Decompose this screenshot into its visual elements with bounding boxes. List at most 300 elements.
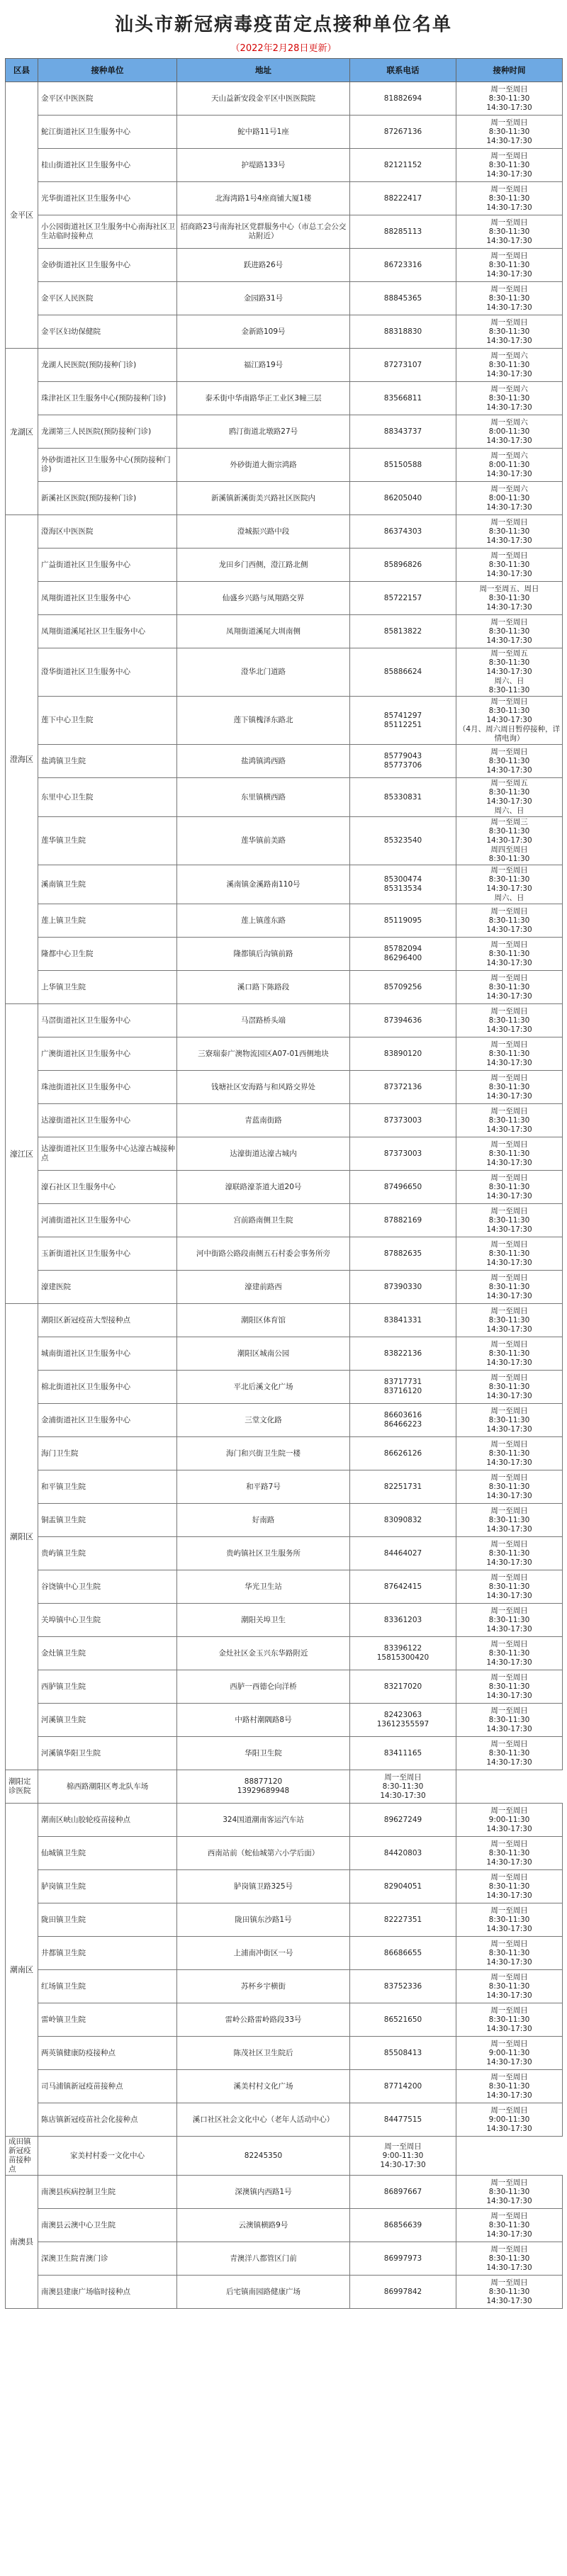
site-name-cell: 莲下中心卫生院 xyxy=(38,697,177,745)
table-row xyxy=(6,449,563,482)
address-cell: 溪口路下陈路段 xyxy=(177,971,350,1004)
phone-cell: 85896826 xyxy=(350,549,456,582)
table-header-row xyxy=(6,59,563,82)
phone-cell: 85119095 xyxy=(350,904,456,938)
phone-cell: 86997973 xyxy=(350,2242,456,2276)
address-cell: 海门和兴街卫生院一楼 xyxy=(177,1437,350,1470)
address-cell: 金新路109号 xyxy=(177,315,350,349)
site-name-cell: 小公园街道社区卫生服务中心南海社区卫生站临时接种点 xyxy=(38,215,177,249)
time-cell: 周一至周日 8:30-11:30 14:30-17:30 xyxy=(456,2209,563,2242)
address-cell: 青澳洋八都管区门前 xyxy=(177,2242,350,2276)
table-row xyxy=(6,1004,563,1037)
time-cell: 周一至周日 8:30-11:30 14:30-17:30 xyxy=(456,971,563,1004)
phone-cell: 87273107 xyxy=(350,349,456,382)
phone-cell: 86897667 xyxy=(350,2176,456,2209)
table-row xyxy=(6,382,563,415)
site-name-cell: 濠建医院 xyxy=(38,1271,177,1304)
site-name-cell: 东里中心卫生院 xyxy=(38,778,177,817)
phone-cell: 85300474 85313534 xyxy=(350,865,456,904)
phone-cell: 85508413 xyxy=(350,2037,456,2070)
time-cell: 周一至周日 8:30-11:30 14:30-17:30 xyxy=(456,2242,563,2276)
table-row xyxy=(6,1903,563,1937)
table-row xyxy=(6,1404,563,1437)
address-cell: 溪南镇金溪路南110号 xyxy=(177,865,350,904)
address-cell: 河中街路公路段南侧五石村委会事务所旁 xyxy=(177,1237,350,1271)
phone-cell: 82251731 xyxy=(350,1470,456,1504)
district-cell: 南澳县 xyxy=(6,2176,38,2309)
phone-cell: 86521650 xyxy=(350,2003,456,2037)
time-cell: 周一至周日 8:30-11:30 14:30-17:30 xyxy=(456,249,563,282)
site-name-cell: 城南街道社区卫生服务中心 xyxy=(38,1337,177,1371)
table-row xyxy=(6,349,563,382)
table-row xyxy=(6,2003,563,2037)
address-cell: 陈茂社区卫生院后 xyxy=(177,2037,350,2070)
phone-cell: 87373003 xyxy=(350,1137,456,1171)
phone-cell: 83890120 xyxy=(350,1037,456,1071)
site-name-cell: 金平区中医医院 xyxy=(38,82,177,116)
table-row xyxy=(6,515,563,549)
table-row xyxy=(6,149,563,182)
page-title: 汕头市新冠病毒疫苗定点接种单位名单 xyxy=(114,14,452,35)
address-cell: 盐鸿镇鸿西路 xyxy=(177,745,350,778)
table-row xyxy=(6,282,563,315)
site-name-cell: 司马浦镇新冠疫苗接种点 xyxy=(38,2070,177,2103)
table-row xyxy=(6,697,563,745)
phone-cell: 82227351 xyxy=(350,1903,456,1937)
phone-cell: 83752336 xyxy=(350,1970,456,2003)
table-row xyxy=(6,215,563,249)
phone-cell: 84464027 xyxy=(350,1537,456,1570)
table-row xyxy=(6,971,563,1004)
phone-cell: 83822136 xyxy=(350,1337,456,1371)
address-cell: 东里镇横西路 xyxy=(177,778,350,817)
table-row xyxy=(6,482,563,515)
table-row xyxy=(6,1104,563,1137)
address-cell: 华阳卫生院 xyxy=(177,1737,350,1770)
table-row xyxy=(6,315,563,349)
phone-cell: 83411165 xyxy=(350,1737,456,1770)
phone-cell: 81882694 xyxy=(350,82,456,116)
table-row xyxy=(6,1670,563,1704)
time-cell: 周一至周日 8:30-11:30 14:30-17:30 xyxy=(456,1404,563,1437)
table-row xyxy=(6,1037,563,1071)
phone-cell: 84420803 xyxy=(350,1837,456,1870)
site-name-cell: 马滘街道社区卫生服务中心 xyxy=(38,1004,177,1037)
site-name-cell: 金平区人民医院 xyxy=(38,282,177,315)
address-cell: 钱塘社区安海路与和风路交界处 xyxy=(177,1071,350,1104)
site-name-cell: 凤翔街道溪尾社区卫生服务中心 xyxy=(38,615,177,648)
time-cell: 周一至周日 9:00-11:30 14:30-17:30 xyxy=(456,1804,563,1837)
phone-cell: 87390330 xyxy=(350,1271,456,1304)
address-cell: 中路村潮隅路8号 xyxy=(177,1704,350,1737)
time-cell: 周一至周日 8:30-11:30 14:30-17:30 xyxy=(456,938,563,971)
address-cell: 濠建前路西 xyxy=(177,1271,350,1304)
table-row xyxy=(6,615,563,648)
table-row xyxy=(6,2137,563,2176)
time-cell: 周一至周日 8:30-11:30 14:30-17:30 xyxy=(456,282,563,315)
page xyxy=(0,10,567,2316)
time-cell: 周一至周日 8:30-11:30 14:30-17:30 xyxy=(456,1304,563,1337)
phone-cell: 88222417 xyxy=(350,182,456,215)
time-cell: 周一至周日 8:30-11:30 14:30-17:30 xyxy=(456,1004,563,1037)
phone-cell: 82121152 xyxy=(350,149,456,182)
address-cell: 莲上镇莲东路 xyxy=(177,904,350,938)
site-name-cell: 雷岭镇卫生院 xyxy=(38,2003,177,2037)
address-cell: 金园路31号 xyxy=(177,282,350,315)
time-cell: 周一至周日 8:30-11:30 14:30-17:30 xyxy=(456,116,563,149)
phone-cell: 85779043 85773706 xyxy=(350,745,456,778)
site-name-cell: 陈店镇新冠疫苗社会化接种点 xyxy=(38,2103,177,2137)
address-cell: 华光卫生站 xyxy=(177,1570,350,1604)
phone-cell: 85709256 xyxy=(350,971,456,1004)
header-site: 接种单位 xyxy=(38,59,177,82)
time-cell: 周一至周日 8:30-11:30 14:30-17:30 xyxy=(456,1837,563,1870)
phone-cell: 82245350 xyxy=(177,2137,350,2176)
table-row xyxy=(6,1271,563,1304)
time-cell: 周一至周日 8:30-11:30 14:30-17:30 xyxy=(456,182,563,215)
header-time: 接种时间 xyxy=(456,59,563,82)
table-row xyxy=(6,549,563,582)
table-row xyxy=(6,2209,563,2242)
site-name-cell: 莲上镇卫生院 xyxy=(38,904,177,938)
table-row xyxy=(6,865,563,904)
site-name-cell: 达濠街道社区卫生服务中心达濠古城接种点 xyxy=(38,1137,177,1171)
phone-cell: 87394636 xyxy=(350,1004,456,1037)
address-cell: 324国道潮南客运汽车站 xyxy=(177,1804,350,1837)
time-cell: 周一至周日 8:30-11:30 14:30-17:30 xyxy=(456,1970,563,2003)
time-cell: 周一至周六 8:30-11:30 14:30-17:30 xyxy=(456,382,563,415)
district-cell: 龙湖区 xyxy=(6,349,38,515)
time-cell: 周一至周日 8:30-11:30 14:30-17:30 xyxy=(456,1137,563,1171)
district-cell: 濠江区 xyxy=(6,1004,38,1304)
district-cell: 潮阳区 xyxy=(6,1304,38,1770)
table-row xyxy=(6,1837,563,1870)
phone-cell: 88343737 xyxy=(350,415,456,449)
site-name-cell: 南澳县云澳中心卫生院 xyxy=(38,2209,177,2242)
address-cell: 达濠街道达濠古城内 xyxy=(177,1137,350,1171)
address-cell: 天山益新安段金平区中医医院院 xyxy=(177,82,350,116)
address-cell: 三堂文化路 xyxy=(177,1404,350,1437)
table-row xyxy=(6,1570,563,1604)
phone-cell: 86686655 xyxy=(350,1937,456,1970)
table-row xyxy=(6,2070,563,2103)
time-cell: 周一至周日 8:30-11:30 14:30-17:30 xyxy=(456,2003,563,2037)
site-name-cell: 珠池街道社区卫生服务中心 xyxy=(38,1071,177,1104)
time-cell: 周一至周日 8:30-11:30 14:30-17:30 xyxy=(456,215,563,249)
address-cell: 仙盛乡兴路与凤翔路交界 xyxy=(177,582,350,615)
site-name-cell: 光华街道社区卫生服务中心 xyxy=(38,182,177,215)
phone-cell: 87882635 xyxy=(350,1237,456,1271)
address-cell: 外砂街道大衙宗鸿路 xyxy=(177,449,350,482)
time-cell: 周一至周日 8:30-11:30 14:30-17:30 （4月、周六周日暂停接种，详情电询） xyxy=(456,697,563,745)
time-cell: 周一至周三 8:30-11:30 14:30-17:30 周四至周日 8:30-11:30 xyxy=(456,817,563,865)
site-name-cell: 潮阳定诊医院 xyxy=(6,1770,38,1804)
phone-cell: 83396122 15815300420 xyxy=(350,1637,456,1670)
phone-cell: 85886624 xyxy=(350,648,456,697)
table-row xyxy=(6,1870,563,1903)
table-row xyxy=(6,745,563,778)
address-cell: 莲华镇前美路 xyxy=(177,817,350,865)
phone-cell: 88285113 xyxy=(350,215,456,249)
table-row xyxy=(6,1604,563,1637)
time-cell: 周一至周日 8:30-11:30 14:30-17:30 xyxy=(456,1071,563,1104)
site-name-cell: 金砂街道社区卫生服务中心 xyxy=(38,249,177,282)
phone-cell: 83217020 xyxy=(350,1670,456,1704)
site-name-cell: 澄海区中医医院 xyxy=(38,515,177,549)
district-cell: 澄海区 xyxy=(6,515,38,1004)
time-cell: 周一至周日 8:30-11:30 14:30-17:30 xyxy=(456,1737,563,1770)
site-name-cell: 胪岗镇卫生院 xyxy=(38,1870,177,1903)
table-body xyxy=(6,82,563,2309)
time-cell: 周一至周五 8:30-11:30 14:30-17:30 周六、日 xyxy=(456,778,563,817)
address-cell: 家美村村委一文化中心 xyxy=(38,2137,177,2176)
phone-cell: 87373003 xyxy=(350,1104,456,1137)
phone-cell: 87714200 xyxy=(350,2070,456,2103)
site-name-cell: 河浦街道社区卫生服务中心 xyxy=(38,1204,177,1237)
time-cell: 周一至周日 8:30-11:30 14:30-17:30 xyxy=(456,1537,563,1570)
address-cell: 鸥汀街道北墩路27号 xyxy=(177,415,350,449)
address-cell: 福江路19号 xyxy=(177,349,350,382)
address-cell: 宫前路南侧卫生院 xyxy=(177,1204,350,1237)
table-row xyxy=(6,415,563,449)
address-cell: 金灶社区金玉兴东华路附近 xyxy=(177,1637,350,1670)
table-row xyxy=(6,778,563,817)
site-name-cell: 新溪社区医院(预防接种门诊) xyxy=(38,482,177,515)
phone-cell: 88877120 13929689948 xyxy=(177,1770,350,1804)
site-name-cell: 金平区妇幼保健院 xyxy=(38,315,177,349)
address-cell: 溪口社区社会文化中心（老年人活动中心） xyxy=(177,2103,350,2137)
phone-cell: 82904051 xyxy=(350,1870,456,1903)
table-row xyxy=(6,2037,563,2070)
time-cell: 周一至周六 8:00-11:30 14:30-17:30 xyxy=(456,482,563,515)
site-name-cell: 关埠镇中心卫生院 xyxy=(38,1604,177,1637)
site-name-cell: 澄华街道社区卫生服务中心 xyxy=(38,648,177,697)
time-cell: 周一至周日 8:30-11:30 14:30-17:30 xyxy=(456,1437,563,1470)
address-cell: 云澳镇横路9号 xyxy=(177,2209,350,2242)
time-cell: 周一至周六 8:00-11:30 14:30-17:30 xyxy=(456,415,563,449)
time-cell: 周一至周日 8:30-11:30 14:30-17:30 xyxy=(456,1870,563,1903)
table-row xyxy=(6,116,563,149)
address-cell: 苏杯乡宇横街 xyxy=(177,1970,350,2003)
update-date: （2022年2月28日更新） xyxy=(230,43,337,54)
address-cell: 濠联路濠茶道大道20号 xyxy=(177,1171,350,1204)
address-cell: 马滘路桥头端 xyxy=(177,1004,350,1037)
site-name-cell: 金浦街道社区卫生服务中心 xyxy=(38,1404,177,1437)
table-row xyxy=(6,1637,563,1670)
table-row xyxy=(6,648,563,697)
address-cell: 棉西路潮阳区粤北队车场 xyxy=(38,1770,177,1804)
address-cell: 澄城振兴路中段 xyxy=(177,515,350,549)
phone-cell: 82423063 13612355597 xyxy=(350,1704,456,1737)
time-cell: 周一至周日 8:30-11:30 14:30-17:30 xyxy=(456,904,563,938)
time-cell: 周一至周日 9:00-11:30 14:30-17:30 xyxy=(456,2037,563,2070)
site-name-cell: 莲华镇卫生院 xyxy=(38,817,177,865)
table-row xyxy=(6,1304,563,1337)
time-cell: 周一至周日 8:30-11:30 14:30-17:30 xyxy=(456,1937,563,1970)
phone-cell: 86374303 xyxy=(350,515,456,549)
time-cell: 周一至周日 8:30-11:30 14:30-17:30 xyxy=(456,1704,563,1737)
site-name-cell: 成田镇新冠疫苗接种点 xyxy=(6,2137,38,2176)
table-row xyxy=(6,2276,563,2309)
table-row xyxy=(6,1371,563,1404)
time-cell: 周一至周日 8:30-11:30 14:30-17:30 xyxy=(456,315,563,349)
time-cell: 周一至周日 8:30-11:30 14:30-17:30 xyxy=(456,1903,563,1937)
phone-cell: 86997842 xyxy=(350,2276,456,2309)
table-row xyxy=(6,1704,563,1737)
address-cell: 西胪一西德仑向洋桥 xyxy=(177,1670,350,1704)
table-row xyxy=(6,1071,563,1104)
time-cell: 周一至周日 8:30-11:30 14:30-17:30 xyxy=(456,82,563,116)
table-row xyxy=(6,1470,563,1504)
time-cell: 周一至周日 8:30-11:30 14:30-17:30 xyxy=(456,1237,563,1271)
phone-cell: 83841331 xyxy=(350,1304,456,1337)
phone-cell: 88845365 xyxy=(350,282,456,315)
address-cell: 潮阳关埠卫生 xyxy=(177,1604,350,1637)
phone-cell: 87267136 xyxy=(350,116,456,149)
address-cell: 后宅镇南园路健康广场 xyxy=(177,2276,350,2309)
address-cell: 鮀中路11号1座 xyxy=(177,116,350,149)
address-cell: 和平路7号 xyxy=(177,1470,350,1504)
address-cell: 莲下镇槐泽东路北 xyxy=(177,697,350,745)
phone-cell: 85782094 86296400 xyxy=(350,938,456,971)
site-name-cell: 广益街道社区卫生服务中心 xyxy=(38,549,177,582)
phone-cell: 87642415 xyxy=(350,1570,456,1604)
address-cell: 溪美村村文化广场 xyxy=(177,2070,350,2103)
address-cell: 上浦南冲街区一号 xyxy=(177,1937,350,1970)
time-cell: 周一至周六 8:00-11:30 14:30-17:30 xyxy=(456,449,563,482)
time-cell: 周一至周日 8:30-11:30 14:30-17:30 xyxy=(456,1604,563,1637)
time-cell: 周一至周日 8:30-11:30 14:30-17:30 xyxy=(350,1770,456,1804)
time-cell: 周一至周日 8:30-11:30 14:30-17:30 周六、日 xyxy=(456,865,563,904)
address-cell: 龙田乡门西侧，澄江路北侧 xyxy=(177,549,350,582)
phone-cell: 83361203 xyxy=(350,1604,456,1637)
address-cell: 贵屿镇社区卫生服务所 xyxy=(177,1537,350,1570)
site-name-cell: 贵屿镇卫生院 xyxy=(38,1537,177,1570)
site-name-cell: 谷饶镇中心卫生院 xyxy=(38,1570,177,1604)
time-cell: 周一至周日 8:30-11:30 14:30-17:30 xyxy=(456,1570,563,1604)
address-cell: 深澳镇内西路1号 xyxy=(177,2176,350,2209)
address-cell: 新溪镇新溪街美兴路社区医院内 xyxy=(177,482,350,515)
time-cell: 周一至周日 8:30-11:30 14:30-17:30 xyxy=(456,1271,563,1304)
table-row xyxy=(6,2103,563,2137)
table-row xyxy=(6,2176,563,2209)
phone-cell: 85323540 xyxy=(350,817,456,865)
phone-cell: 85722157 xyxy=(350,582,456,615)
table-row xyxy=(6,904,563,938)
address-cell: 陇田镇东沙路1号 xyxy=(177,1903,350,1937)
time-cell: 周一至周日 8:30-11:30 14:30-17:30 xyxy=(456,1104,563,1137)
table-row xyxy=(6,1937,563,1970)
site-name-cell: 玉新街道社区卫生服务中心 xyxy=(38,1237,177,1271)
site-name-cell: 盐鸿镇卫生院 xyxy=(38,745,177,778)
phone-cell: 86626126 xyxy=(350,1437,456,1470)
time-cell: 周一至周日 8:30-11:30 14:30-17:30 xyxy=(456,149,563,182)
phone-cell: 87882169 xyxy=(350,1204,456,1237)
time-cell: 周一至周日 8:30-11:30 14:30-17:30 xyxy=(456,1371,563,1404)
site-name-cell: 凤翔街道社区卫生服务中心 xyxy=(38,582,177,615)
site-name-cell: 珠津社区卫生服务中心(预防接种门诊) xyxy=(38,382,177,415)
table-row xyxy=(6,1537,563,1570)
header-district: 区县 xyxy=(6,59,38,82)
table-row xyxy=(6,1970,563,2003)
table-row xyxy=(6,1437,563,1470)
table-row xyxy=(6,1770,563,1804)
time-cell: 周一至周日 8:30-11:30 14:30-17:30 xyxy=(456,1470,563,1504)
time-cell: 周一至周日 8:30-11:30 14:30-17:30 xyxy=(456,1504,563,1537)
site-name-cell: 海门卫生院 xyxy=(38,1437,177,1470)
address-cell: 雷岭公路雷岭路段33号 xyxy=(177,2003,350,2037)
phone-cell: 86603616 86466223 xyxy=(350,1404,456,1437)
site-name-cell: 两英镇健康防疫接种点 xyxy=(38,2037,177,2070)
time-cell: 周一至周五、周日 8:30-11:30 14:30-17:30 xyxy=(456,582,563,615)
vaccination-sites-table xyxy=(5,58,563,2309)
site-name-cell: 桂山街道社区卫生服务中心 xyxy=(38,149,177,182)
address-cell: 潮阳区城南公园 xyxy=(177,1337,350,1371)
address-cell: 跃进路26号 xyxy=(177,249,350,282)
time-cell: 周一至周日 8:30-11:30 14:30-17:30 xyxy=(456,515,563,549)
district-cell: 金平区 xyxy=(6,82,38,349)
address-cell: 好南路 xyxy=(177,1504,350,1537)
table-row xyxy=(6,2242,563,2276)
phone-cell: 83717731 83716120 xyxy=(350,1371,456,1404)
table-row xyxy=(6,1504,563,1537)
time-cell: 周一至周日 8:30-11:30 14:30-17:30 xyxy=(456,1204,563,1237)
header-phone: 联系电话 xyxy=(350,59,456,82)
phone-cell: 85813822 xyxy=(350,615,456,648)
header-address: 地址 xyxy=(177,59,350,82)
time-cell: 周一至周日 8:30-11:30 14:30-17:30 xyxy=(456,549,563,582)
site-name-cell: 达濠街道社区卫生服务中心 xyxy=(38,1104,177,1137)
table-row xyxy=(6,1137,563,1171)
time-cell: 周一至周日 8:30-11:30 14:30-17:30 xyxy=(456,745,563,778)
time-cell: 周一至周日 8:30-11:30 14:30-17:30 xyxy=(456,2176,563,2209)
table-row xyxy=(6,1804,563,1837)
address-cell: 胪岗镇卫路325号 xyxy=(177,1870,350,1903)
time-cell: 周一至周日 8:30-11:30 14:30-17:30 xyxy=(456,2276,563,2309)
table-row xyxy=(6,817,563,865)
time-cell: 周一至周日 8:30-11:30 14:30-17:30 xyxy=(456,615,563,648)
site-name-cell: 西胪镇卫生院 xyxy=(38,1670,177,1704)
address-cell: 招商路23号南海社区党群服务中心（市总工会公交站附近） xyxy=(177,215,350,249)
site-name-cell: 河溪镇卫生院 xyxy=(38,1704,177,1737)
address-cell: 护堤路133号 xyxy=(177,149,350,182)
site-name-cell: 上华镇卫生院 xyxy=(38,971,177,1004)
phone-cell: 88318830 xyxy=(350,315,456,349)
site-name-cell: 陇田镇卫生院 xyxy=(38,1903,177,1937)
site-name-cell: 和平镇卫生院 xyxy=(38,1470,177,1504)
table-row xyxy=(6,182,563,215)
address-cell: 澄华北门道路 xyxy=(177,648,350,697)
time-cell: 周一至周日 8:30-11:30 14:30-17:30 xyxy=(456,1637,563,1670)
table-row xyxy=(6,82,563,116)
phone-cell: 83090832 xyxy=(350,1504,456,1537)
table-row xyxy=(6,582,563,615)
site-name-cell: 濠石社区卫生服务中心 xyxy=(38,1171,177,1204)
district-cell: 潮南区 xyxy=(6,1804,38,2137)
site-name-cell: 金灶镇卫生院 xyxy=(38,1637,177,1670)
site-name-cell: 深澳卫生院青澳门诊 xyxy=(38,2242,177,2276)
address-cell: 三寮瑞泰广澳物流园区A07-01西侧地块 xyxy=(177,1037,350,1071)
phone-cell: 84477515 xyxy=(350,2103,456,2137)
site-name-cell: 潮南区峡山胶轮疫苗接种点 xyxy=(38,1804,177,1837)
phone-cell: 87496650 xyxy=(350,1171,456,1204)
address-cell: 西南站前（蛇仙城第六小学后面） xyxy=(177,1837,350,1870)
table-row xyxy=(6,249,563,282)
table-row xyxy=(6,1337,563,1371)
phone-cell: 83566811 xyxy=(350,382,456,415)
time-cell: 周一至周日 9:00-11:30 14:30-17:30 xyxy=(350,2137,456,2176)
site-name-cell: 外砂街道社区卫生服务中心(预防接种门诊) xyxy=(38,449,177,482)
